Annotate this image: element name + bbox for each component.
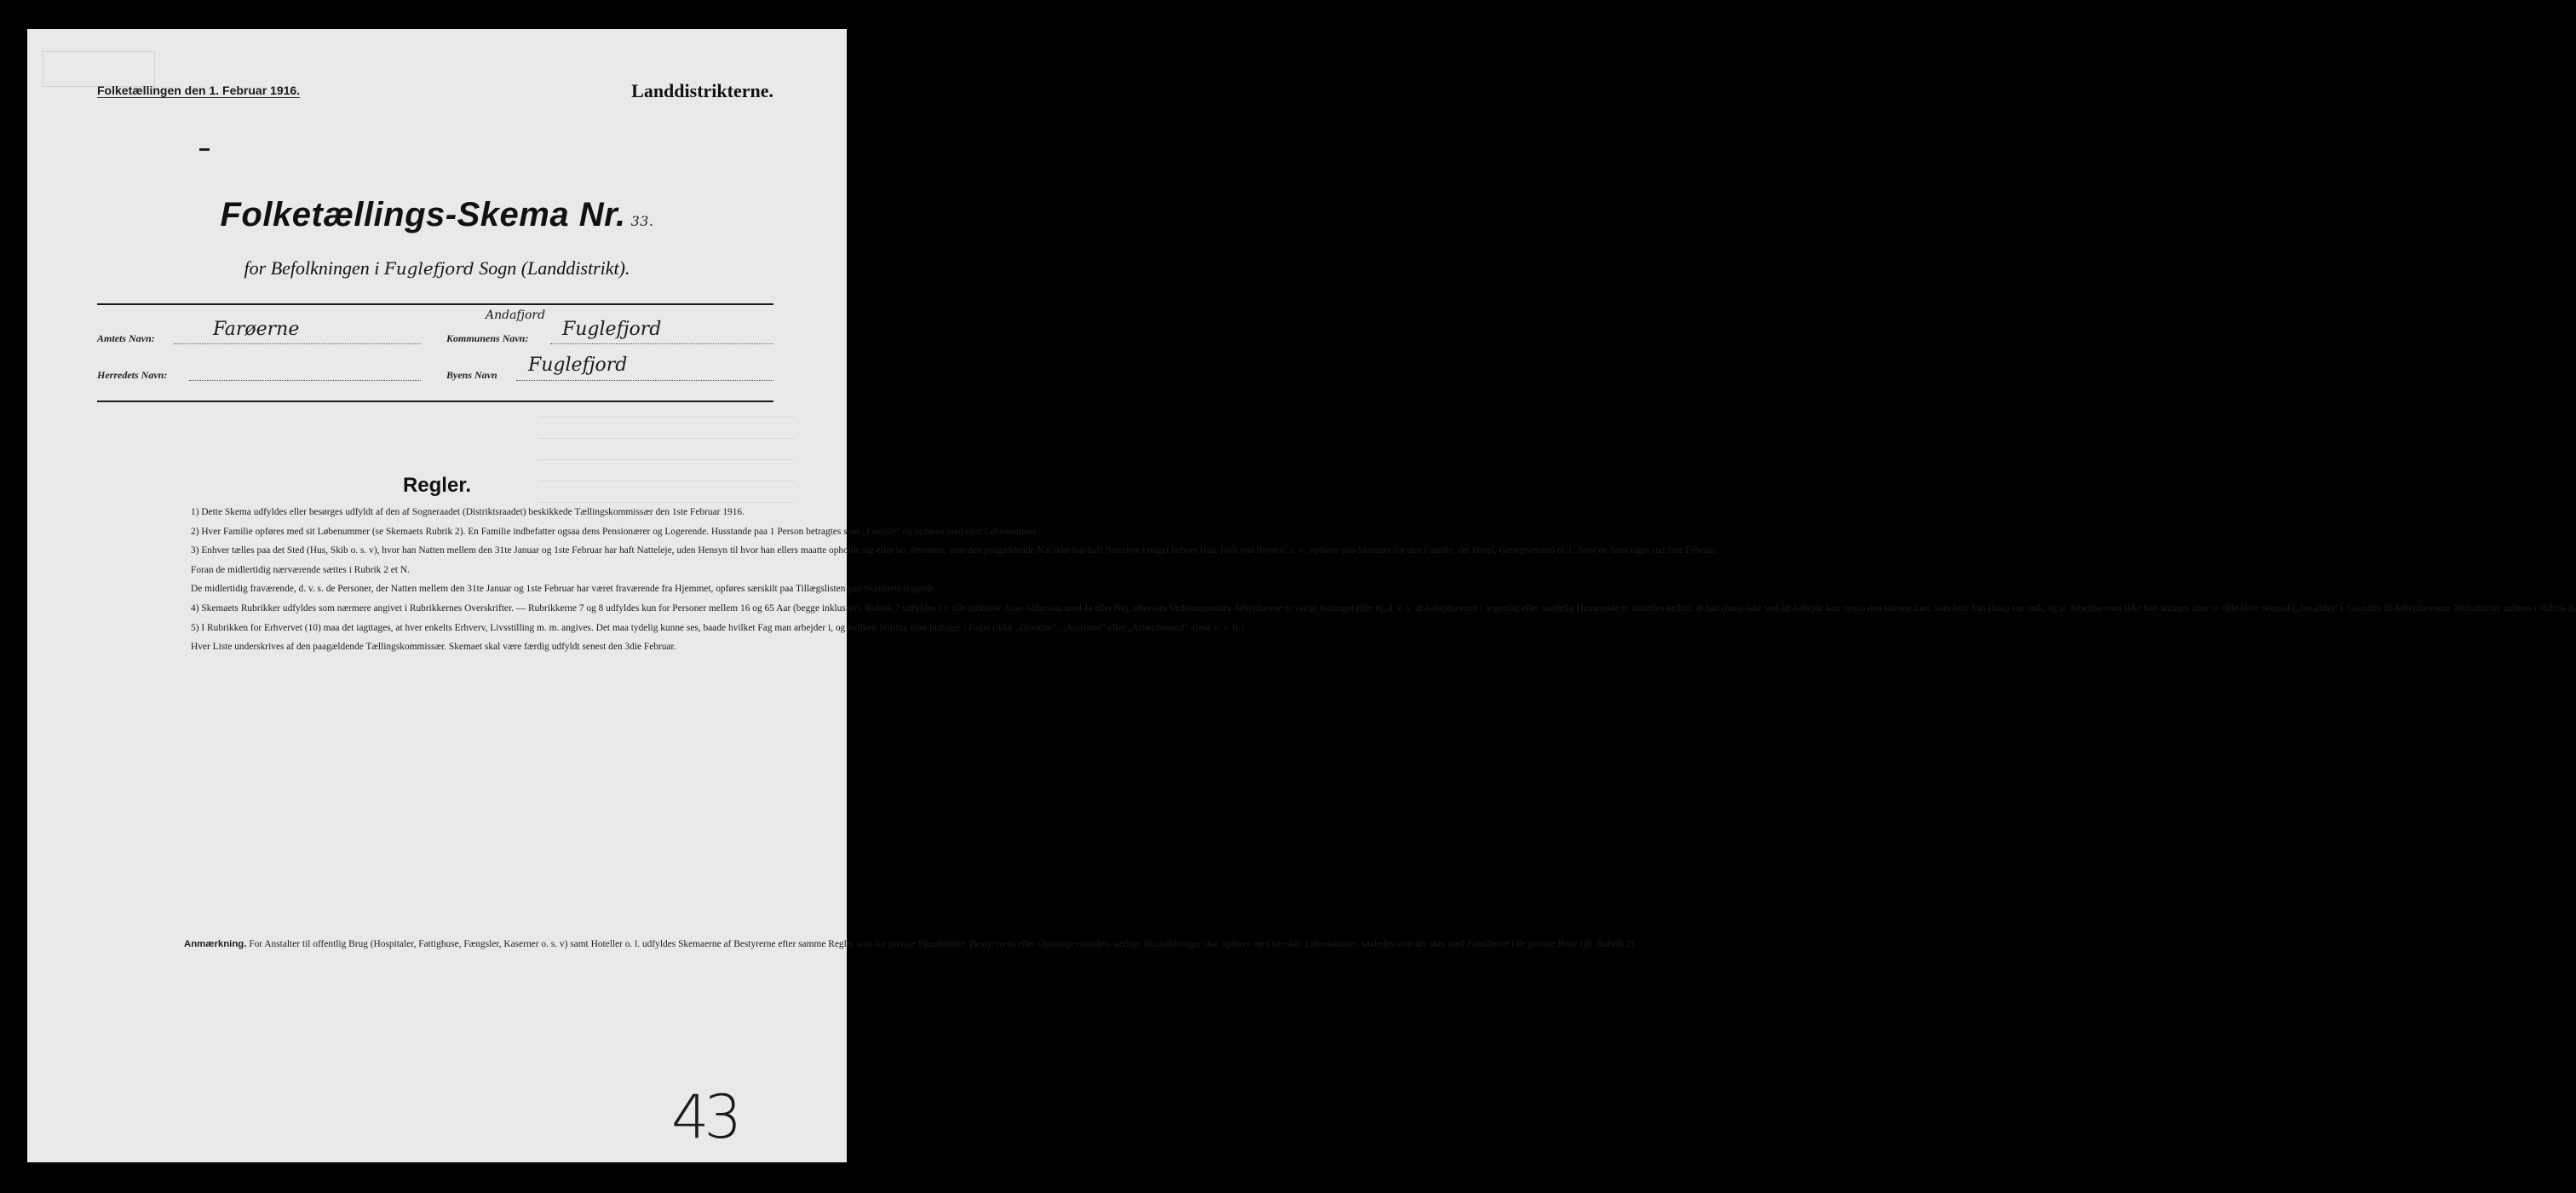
rule-item: De midlertidig fraværende, d. v. s. de Personer, der Natten mellem den 31te Januar og 1ste Februar har været fraværende fra Hjemmet, opføres særskilt paa Tillægslisten paa Skemaets Bagside. xyxy=(191,584,937,595)
kommune-label: Kommunens Navn: xyxy=(446,332,529,344)
subtitle-prefix: for Befolkningen i xyxy=(244,257,380,279)
kommune-annotation: Andafjord xyxy=(486,308,546,322)
annotation-note xyxy=(140,937,1637,953)
handwritten-page-number: 43 xyxy=(671,1082,738,1152)
top-rule xyxy=(97,303,773,305)
faint-corner-mark xyxy=(43,51,155,87)
dash-mark xyxy=(199,148,210,151)
note-text: For Anstalter til offentlig Brug (Hospitaler, Fattighuse, Fængsler, Kaserner o. s. v) samt Hoteller o. l. udfyldes Skemaerne af Bestyrerne efter samme Regler som for private Ejendomme. Bestyrerens eller Opsynspersonalets særlige Husholdninger skal opføres med særskilt Løbenummer, saaledes som det sker med Familierne i de private Huse (jfr. Rubrik 2). xyxy=(249,939,1637,949)
rules-heading: Regler. xyxy=(402,474,472,497)
herred-line xyxy=(189,379,421,381)
subtitle-parish: Fuglefjord xyxy=(383,258,474,279)
herred-label: Herredets Navn: xyxy=(97,369,168,381)
district-type-header: Landdistrikterne. xyxy=(631,80,773,101)
rule-item: 2) Hver Familie opføres med sit Løbenummer (se Skemaets Rubrik 2). En Familie indbefatter ogsaa dens Pensionærer og Logerende. Husstande paa 1 Person betragtes som „Familie“ og opføres med eget Løbenummer. xyxy=(191,526,1038,537)
kommune-line xyxy=(550,343,773,344)
form-title-text: Folketællings-Skema Nr. xyxy=(220,196,626,233)
kommune-value: Fuglefjord xyxy=(562,319,662,340)
amt-value: Farøerne xyxy=(213,319,300,340)
rule-item: Hver Liste underskrives af den paagældende Tællingskommissær. Skemaet skal være færdig udfyldt senest den 3die Februar. xyxy=(191,642,676,653)
rule-item: Foran de midlertidig nærværende sættes i Rubrik 2 et N. xyxy=(191,564,410,575)
rule-item: 1) Dette Skema udfyldes eller besørges udfyldt af den af Sogneraadet (Distriktsraadet) beskikkede Tællingskommissær den 1ste Februar 1916. xyxy=(191,507,745,517)
census-form-page xyxy=(27,29,2576,1162)
amt-label: Amtets Navn: xyxy=(97,332,155,344)
census-date-header: Folketællingen den 1. Februar 1916. xyxy=(97,84,301,97)
rule-item: 4) Skemaets Rubrikker udfyldes som nærmere angivet i Rubrikkernes Overskrifter. — Rubrikkerne 7 og 8 udfyldes kun for Personer mellem 16 og 65 Aar (begge inklusive). Rubrik 7 udfyldes for alle indenfor disse Aldersaar med Ja eller Nej, eftersom Vedkommendes Arbejdsevne er varigt forringet eller ej, d. v. s. at Arbejdsevnen i legemlig eller aandelig Henseende er saaledes nedsat, at han (hun) ikke ved sit Arbejde kan opnaa den samme Løn, som hvis han (hun) var rask, og at Arbejdsevnen ikke kan antages atter at ville blive normal („Invalider“). Grunden til Arbejdsevnens Nedsættelse anføres i Rubrik 8. xyxy=(191,602,2576,614)
amt-line xyxy=(174,343,421,344)
rule-item: 3) Enhver tælles paa det Sted (Hus, Skib o. s. v), hvor han Natten mellem den 31te Januar og 1ste Februar har haft Natteleje, uden Hensyn til hvor han ellers maatte opholde sig eller bo. Personer, som den paagældende Nat ikke har haft Natteleje i noget beboet Hus, Folk paa Rejse o. s. v., opføres paa Skemaet for den Familie, det Hotel, Gæstgiversted el. l., hvor de først tager ind 1ste Februar. xyxy=(191,545,1718,556)
by-value: Fuglefjord xyxy=(528,354,628,376)
form-subtitle xyxy=(27,257,847,280)
form-title xyxy=(27,196,847,234)
rule-item: 5) I Rubrikken for Erhvervet (10) maa det iagttages, at hver enkelts Erhverv, Livsstilling m. m. angives. Det maa tydelig kunne ses, baade hvilket Fag man arbejder i, og hvilken Stilling man indtager i Faget (ikke „Direktør“, „Assistent“ eller „Arbejdsmand“ alene o. s. fr.). xyxy=(191,622,1246,633)
form-number: 33. xyxy=(630,213,654,229)
subtitle-suffix: Sogn (Landdistrikt). xyxy=(479,257,630,279)
note-label: Anmærkning. xyxy=(184,939,247,949)
by-line xyxy=(516,379,773,381)
rules-list xyxy=(140,504,2576,658)
by-label: Byens Navn xyxy=(446,369,497,381)
bottom-rule xyxy=(97,401,773,402)
